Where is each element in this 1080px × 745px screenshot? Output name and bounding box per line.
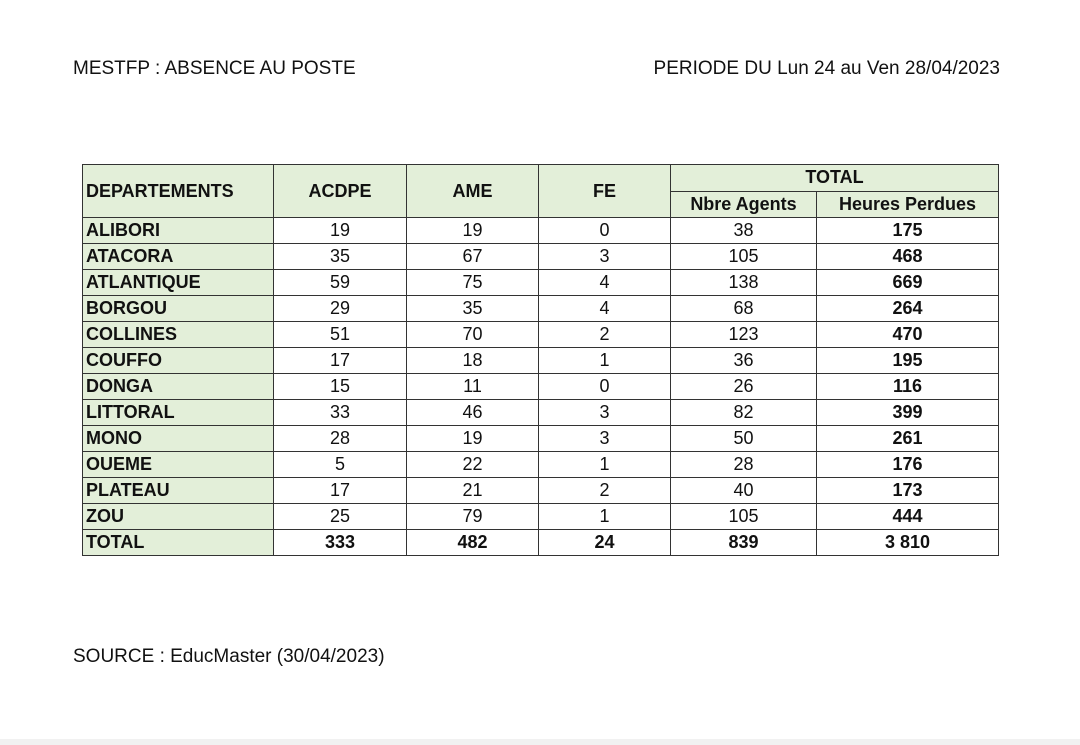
table-body xyxy=(83,218,999,556)
header-ame: AME xyxy=(407,165,539,218)
ame-cell: 35 xyxy=(407,296,539,322)
heures-cell: 444 xyxy=(817,504,999,530)
acdpe-cell: 29 xyxy=(274,296,407,322)
agents-cell: 40 xyxy=(671,478,817,504)
dept-cell: MONO xyxy=(83,426,274,452)
ame-cell: 19 xyxy=(407,426,539,452)
fe-cell: 2 xyxy=(539,478,671,504)
dept-cell: ATACORA xyxy=(83,244,274,270)
acdpe-cell: 5 xyxy=(274,452,407,478)
ame-cell: 79 xyxy=(407,504,539,530)
heures-cell: 195 xyxy=(817,348,999,374)
fe-cell: 0 xyxy=(539,374,671,400)
period-label: PERIODE DU Lun 24 au Ven 28/04/2023 xyxy=(653,58,1000,79)
dept-cell: COLLINES xyxy=(83,322,274,348)
agents-cell: 82 xyxy=(671,400,817,426)
heures-cell: 261 xyxy=(817,426,999,452)
heures-cell: 264 xyxy=(817,296,999,322)
fe-cell: 3 xyxy=(539,244,671,270)
ame-cell: 67 xyxy=(407,244,539,270)
source-note: SOURCE : EducMaster (30/04/2023) xyxy=(73,646,385,667)
header-departements: DEPARTEMENTS xyxy=(83,165,274,218)
heures-cell: 116 xyxy=(817,374,999,400)
agents-cell: 28 xyxy=(671,452,817,478)
header-nbre-agents: Nbre Agents xyxy=(671,191,817,218)
heures-cell: 399 xyxy=(817,400,999,426)
table-row xyxy=(83,218,999,244)
ame-cell: 18 xyxy=(407,348,539,374)
header-heures-perdues: Heures Perdues xyxy=(817,191,999,218)
table-row xyxy=(83,426,999,452)
table-row xyxy=(83,504,999,530)
total-row xyxy=(83,530,999,556)
agents-cell: 50 xyxy=(671,426,817,452)
acdpe-cell: 33 xyxy=(274,400,407,426)
dept-cell: DONGA xyxy=(83,374,274,400)
agents-cell: 123 xyxy=(671,322,817,348)
ame-cell: 46 xyxy=(407,400,539,426)
table-row xyxy=(83,348,999,374)
agents-cell: 36 xyxy=(671,348,817,374)
dept-cell: ALIBORI xyxy=(83,218,274,244)
agents-cell: 105 xyxy=(671,504,817,530)
acdpe-cell: 15 xyxy=(274,374,407,400)
agents-cell: 138 xyxy=(671,270,817,296)
header-fe: FE xyxy=(539,165,671,218)
dept-cell: ZOU xyxy=(83,504,274,530)
ame-cell: 21 xyxy=(407,478,539,504)
agents-cell: 68 xyxy=(671,296,817,322)
table-row xyxy=(83,374,999,400)
acdpe-cell: 25 xyxy=(274,504,407,530)
fe-cell: 3 xyxy=(539,400,671,426)
dept-cell: BORGOU xyxy=(83,296,274,322)
fe-cell: 1 xyxy=(539,504,671,530)
header-acdpe: ACDPE xyxy=(274,165,407,218)
acdpe-cell: 17 xyxy=(274,478,407,504)
fe-cell: 2 xyxy=(539,322,671,348)
fe-cell: 1 xyxy=(539,452,671,478)
heures-cell: 173 xyxy=(817,478,999,504)
ame-cell: 11 xyxy=(407,374,539,400)
table-row xyxy=(83,478,999,504)
total-agents-cell: 839 xyxy=(671,530,817,556)
total-fe-cell: 24 xyxy=(539,530,671,556)
dept-cell: PLATEAU xyxy=(83,478,274,504)
dept-cell: ATLANTIQUE xyxy=(83,270,274,296)
document-title: MESTFP : ABSENCE AU POSTE xyxy=(73,58,356,79)
agents-cell: 105 xyxy=(671,244,817,270)
absence-table xyxy=(82,164,999,556)
acdpe-cell: 17 xyxy=(274,348,407,374)
total-label-cell: TOTAL xyxy=(83,530,274,556)
acdpe-cell: 35 xyxy=(274,244,407,270)
agents-cell: 26 xyxy=(671,374,817,400)
ame-cell: 75 xyxy=(407,270,539,296)
ame-cell: 22 xyxy=(407,452,539,478)
table-row xyxy=(83,244,999,270)
page-bottom-band xyxy=(0,739,1080,745)
header-total: TOTAL xyxy=(671,165,999,192)
fe-cell: 4 xyxy=(539,270,671,296)
total-heures-cell: 3 810 xyxy=(817,530,999,556)
heures-cell: 669 xyxy=(817,270,999,296)
table-row xyxy=(83,296,999,322)
table-row xyxy=(83,322,999,348)
ame-cell: 70 xyxy=(407,322,539,348)
dept-cell: COUFFO xyxy=(83,348,274,374)
fe-cell: 0 xyxy=(539,218,671,244)
agents-cell: 38 xyxy=(671,218,817,244)
ame-cell: 19 xyxy=(407,218,539,244)
fe-cell: 4 xyxy=(539,296,671,322)
dept-cell: OUEME xyxy=(83,452,274,478)
acdpe-cell: 28 xyxy=(274,426,407,452)
table-row xyxy=(83,270,999,296)
total-ame-cell: 482 xyxy=(407,530,539,556)
heures-cell: 175 xyxy=(817,218,999,244)
table-header-row-1 xyxy=(83,165,999,192)
acdpe-cell: 51 xyxy=(274,322,407,348)
heures-cell: 468 xyxy=(817,244,999,270)
acdpe-cell: 19 xyxy=(274,218,407,244)
table-row xyxy=(83,452,999,478)
total-acdpe-cell: 333 xyxy=(274,530,407,556)
table-row xyxy=(83,400,999,426)
acdpe-cell: 59 xyxy=(274,270,407,296)
fe-cell: 1 xyxy=(539,348,671,374)
fe-cell: 3 xyxy=(539,426,671,452)
heures-cell: 470 xyxy=(817,322,999,348)
heures-cell: 176 xyxy=(817,452,999,478)
dept-cell: LITTORAL xyxy=(83,400,274,426)
